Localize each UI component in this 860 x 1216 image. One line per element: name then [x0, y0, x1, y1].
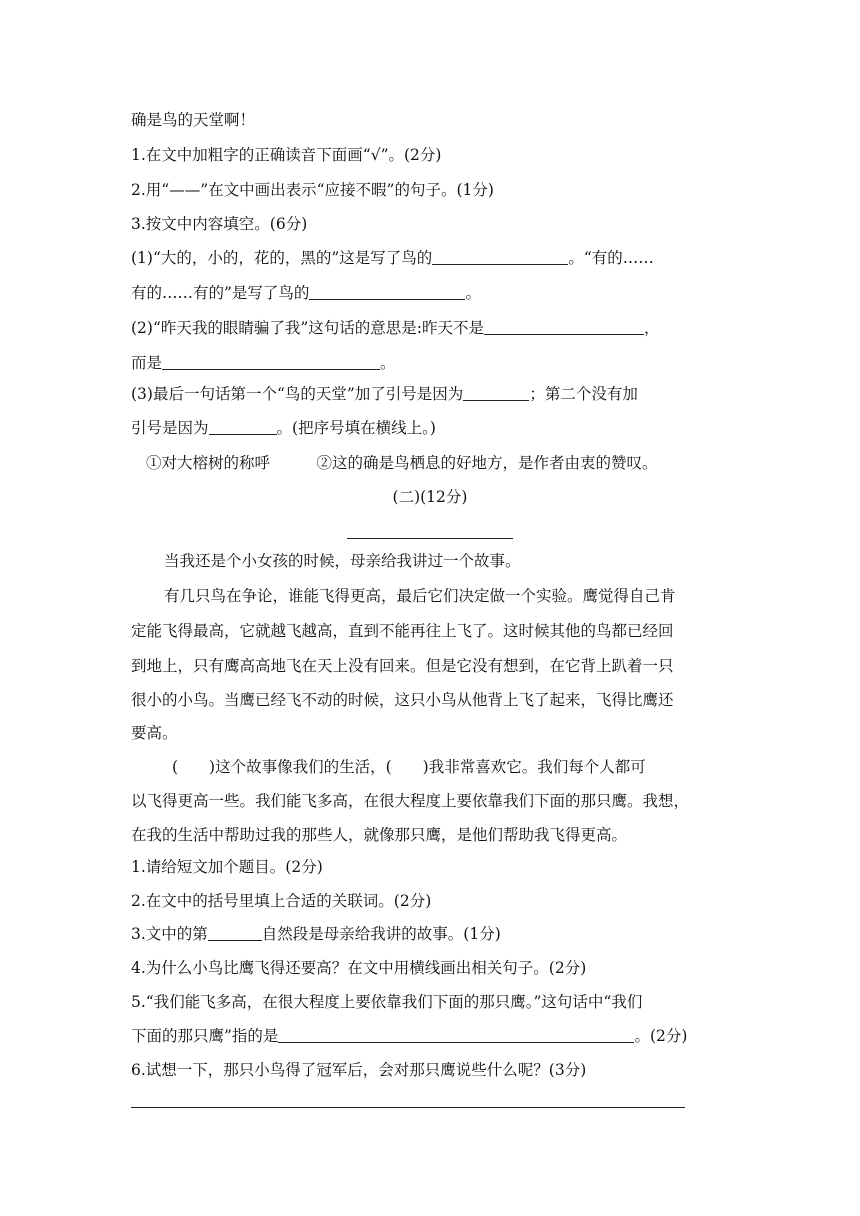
- text: ，: [644, 319, 660, 337]
- title-blank[interactable]: [347, 538, 513, 539]
- question-3-3-line1: [131, 384, 731, 404]
- text: 3.文中的第: [131, 925, 208, 943]
- text: 有的……有的”是写了鸟的: [131, 284, 310, 302]
- question-3-2-line1: [131, 318, 731, 338]
- answer-blank[interactable]: [463, 384, 529, 401]
- text: 引号是因为: [131, 419, 209, 437]
- options-line: ①对大榕树的称呼 ②这的确是鸟栖息的好地方，是作者由衷的赞叹。: [146, 454, 658, 472]
- paragraph-2-line: 要高。: [131, 724, 178, 742]
- text-line: 确是鸟的天堂啊！: [131, 111, 256, 129]
- paragraph-3-line: 在我的生活中帮助过我的那些人，就像那只鹰，是他们帮助我飞得更高。: [131, 826, 628, 844]
- answer-blank[interactable]: [209, 418, 277, 435]
- paragraph-3-line: 以飞得更高一些。我们能飞多高，在很大程度上要依靠我们下面的那只鹰。我想，: [131, 792, 690, 810]
- section-heading: (二)(12分): [392, 488, 468, 506]
- text: (1)“大的，小的，花的，黑的”这是写了鸟的: [131, 249, 433, 267]
- answer-blank[interactable]: [208, 924, 262, 941]
- answer-blank[interactable]: [484, 318, 644, 335]
- text: (2)“昨天我的眼睛骗了我”这句话的意思是:昨天不是: [131, 319, 485, 337]
- question-3-1-line1: [131, 248, 731, 268]
- answer-blank[interactable]: [278, 1026, 634, 1043]
- answer-blank[interactable]: [309, 283, 465, 300]
- text: 。“有的……: [568, 249, 654, 267]
- question-4: 4.为什么小鸟比鹰飞得还要高？在文中用横线画出相关句子。(2分): [131, 959, 587, 977]
- answer-line[interactable]: [131, 1107, 685, 1108]
- paragraph-1: 当我还是个小女孩的时候，母亲给我讲过一个故事。: [164, 552, 521, 570]
- question-5-line1: 5.“我们能飞多高，在很大程度上要依靠我们下面的那只鹰。”这句话中“我们: [131, 993, 643, 1011]
- paragraph-2-line: 到地上，只有鹰高高地飞在天上没有回来。但是它没有想到，在它背上趴着一只: [131, 657, 674, 675]
- text: 。(2分): [634, 1027, 688, 1045]
- text: 自然段是母亲给我讲的故事。(1分): [261, 925, 501, 943]
- question-3: [131, 924, 731, 944]
- question-5-line2: [131, 1026, 731, 1046]
- question-3: 3.按文中内容填空。(6分): [131, 215, 308, 233]
- paragraph-2-line: 有几只鸟在争论，谁能飞得更高，最后它们决定做一个实验。鹰觉得自己肯: [164, 587, 676, 605]
- text: 。: [380, 354, 396, 372]
- answer-blank[interactable]: [432, 248, 568, 265]
- text: (3)最后一句话第一个“鸟的天堂”加了引号是因为: [131, 385, 464, 403]
- question-1: 1.请给短文加个题目。(2分): [131, 858, 323, 876]
- question-6: 6.试想一下，那只小鸟得了冠军后，会对那只鹰说些什么呢？(3分): [131, 1061, 587, 1079]
- text: ；第二个没有加: [529, 385, 638, 403]
- text: 。(把序号填在横线上。): [276, 419, 436, 437]
- paragraph-3-line: ( )这个故事像我们的生活，( )我非常喜欢它。我们每个人都可: [172, 758, 646, 776]
- question-3-1-line2: [131, 283, 731, 303]
- question-2: 2.用“——”在文中画出表示“应接不暇”的句子。(1分): [131, 181, 494, 199]
- question-3-3-line2: [131, 418, 731, 438]
- text: 而是: [131, 354, 163, 372]
- question-3-2-line2: [131, 353, 731, 373]
- question-1: 1.在文中加粗字的正确读音下面画“√”。(2分): [131, 146, 442, 164]
- paragraph-2-line: 很小的小鸟。当鹰已经飞不动的时候，这只小鸟从他背上飞了起来，飞得比鹰还: [131, 691, 674, 709]
- question-2: 2.在文中的括号里填上合适的关联词。(2分): [131, 892, 432, 910]
- text: 下面的那只鹰”指的是: [131, 1027, 279, 1045]
- text: 。: [465, 284, 481, 302]
- paragraph-2-line: 定能飞得最高，它就越飞越高，直到不能再往上飞了。这时候其他的鸟都已经回: [131, 622, 674, 640]
- answer-blank[interactable]: [162, 353, 380, 370]
